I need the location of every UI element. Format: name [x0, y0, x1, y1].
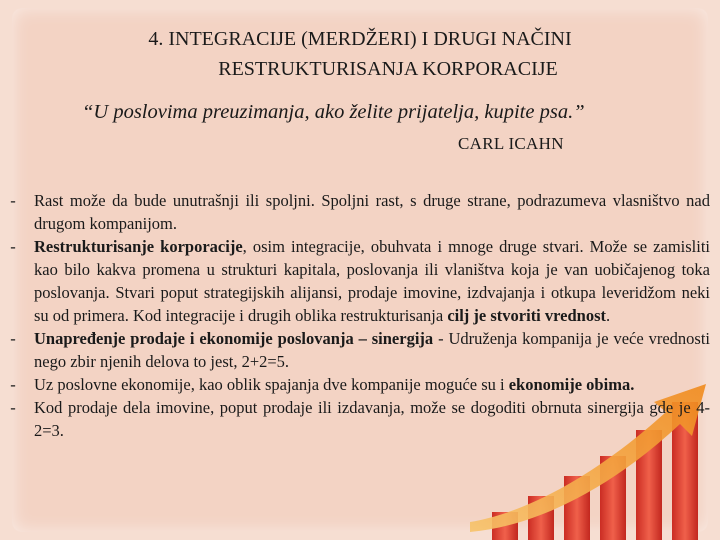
bullet-text: - Udruženja kompanija je veće vrednosti nego zbir njenih delova to jest, 2+2=5. [34, 329, 710, 371]
bullet-dash: - [10, 191, 16, 210]
list-item [6, 327, 710, 373]
bullet-text: . [606, 306, 611, 325]
bullet-bold-text: ekonomije obima. [508, 375, 635, 394]
bullet-dash: - [10, 237, 16, 256]
bullet-bold-text: cilj je stvoriti vrednost [447, 306, 607, 325]
list-item [6, 235, 710, 327]
bullet-text: Kod prodaje dela imovine, poput prodaje ili izdavanja, može se dogoditi obrnuta sinergija gde je 4-2=3. [34, 398, 710, 440]
bullet-text: , osim integracije, obuhvata i mnoge druge stvari. Može se zamisliti kao bilo kakva promena u strukturi kapitala, poslovanja ili vlaništva koja je van uobičajenog toka poslovanja. Stvari poput strategijskih alijansi, prodaje imovine, izdvajanja i otkupa leveridžom neki su od primera. Kod integracije i drugih oblika restrukturisanja [34, 237, 710, 325]
title-line-2: RESTRUKTURISANJA KORPORACIJE [218, 58, 558, 80]
list-item [6, 373, 710, 396]
bullet-dash: - [10, 329, 16, 348]
bullet-bold-text: Unapređenje prodaje i ekonomije poslovanja – sinergija [34, 329, 434, 348]
slide-title [60, 24, 660, 84]
title-line-1: 4. INTEGRACIJE (MERDŽERI) I DRUGI NAČINI [148, 28, 572, 50]
bullet-text: Rast može da bude unutrašnji ili spoljni. Spoljni rast, s druge strane, podrazumeva vlasništvo nad drugom kompanijom. [34, 191, 710, 233]
bullet-list [6, 189, 710, 442]
bullet-dash: - [10, 398, 16, 417]
quote-author: CARL ICAHN [458, 134, 564, 153]
bullet-text: Uz poslovne ekonomije, kao oblik spajanja dve kompanije moguće su i [34, 375, 509, 394]
quote-text: “U poslovima preuzimanja, ako želite prijatelja, kupite psa.” [82, 101, 585, 123]
list-item [6, 396, 710, 442]
list-item [6, 189, 710, 235]
bullet-bold-text: Restrukturisanje korporacije [34, 237, 243, 256]
bullet-dash: - [10, 375, 16, 394]
